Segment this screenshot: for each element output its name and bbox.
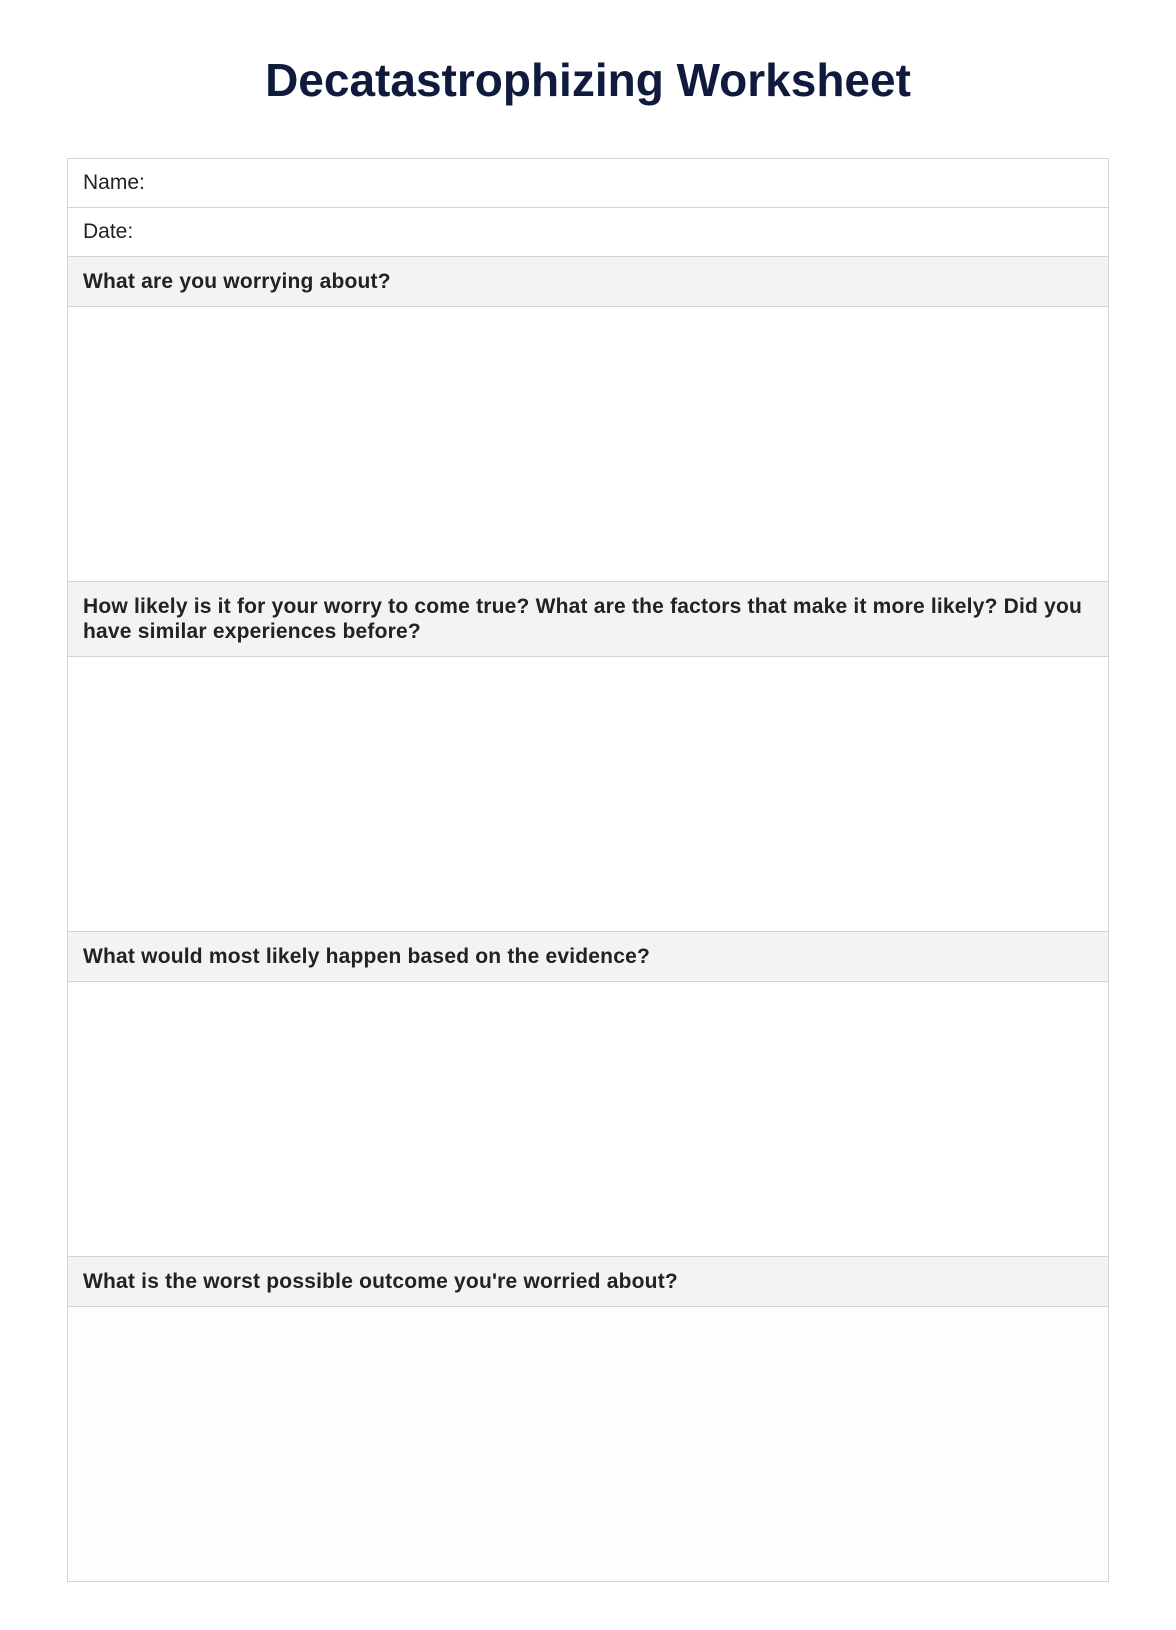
question-text: How likely is it for your worry to come true? What are the factors that make it more likely? Did you have similar experiences before?	[83, 595, 1083, 643]
question-most-likely-outcome	[68, 932, 1108, 982]
answer-area-most-likely-outcome[interactable]	[68, 982, 1108, 1257]
question-text: What would most likely happen based on the evidence?	[83, 945, 650, 968]
name-label: Name:	[83, 171, 145, 194]
answer-area-likelihood[interactable]	[68, 657, 1108, 932]
date-field[interactable]	[68, 208, 1108, 257]
worksheet-table	[67, 158, 1109, 1582]
page-title: Decatastrophizing Worksheet	[265, 54, 911, 106]
question-worst-outcome	[68, 1257, 1108, 1307]
question-text: What is the worst possible outcome you're worried about?	[83, 1270, 678, 1293]
date-label: Date:	[83, 220, 134, 243]
answer-area-worst-outcome[interactable]	[68, 1307, 1108, 1581]
name-field[interactable]	[68, 159, 1108, 208]
question-likelihood	[68, 582, 1108, 657]
question-worrying-about	[68, 257, 1108, 307]
answer-area-worrying-about[interactable]	[68, 307, 1108, 582]
question-text: What are you worrying about?	[83, 270, 391, 293]
